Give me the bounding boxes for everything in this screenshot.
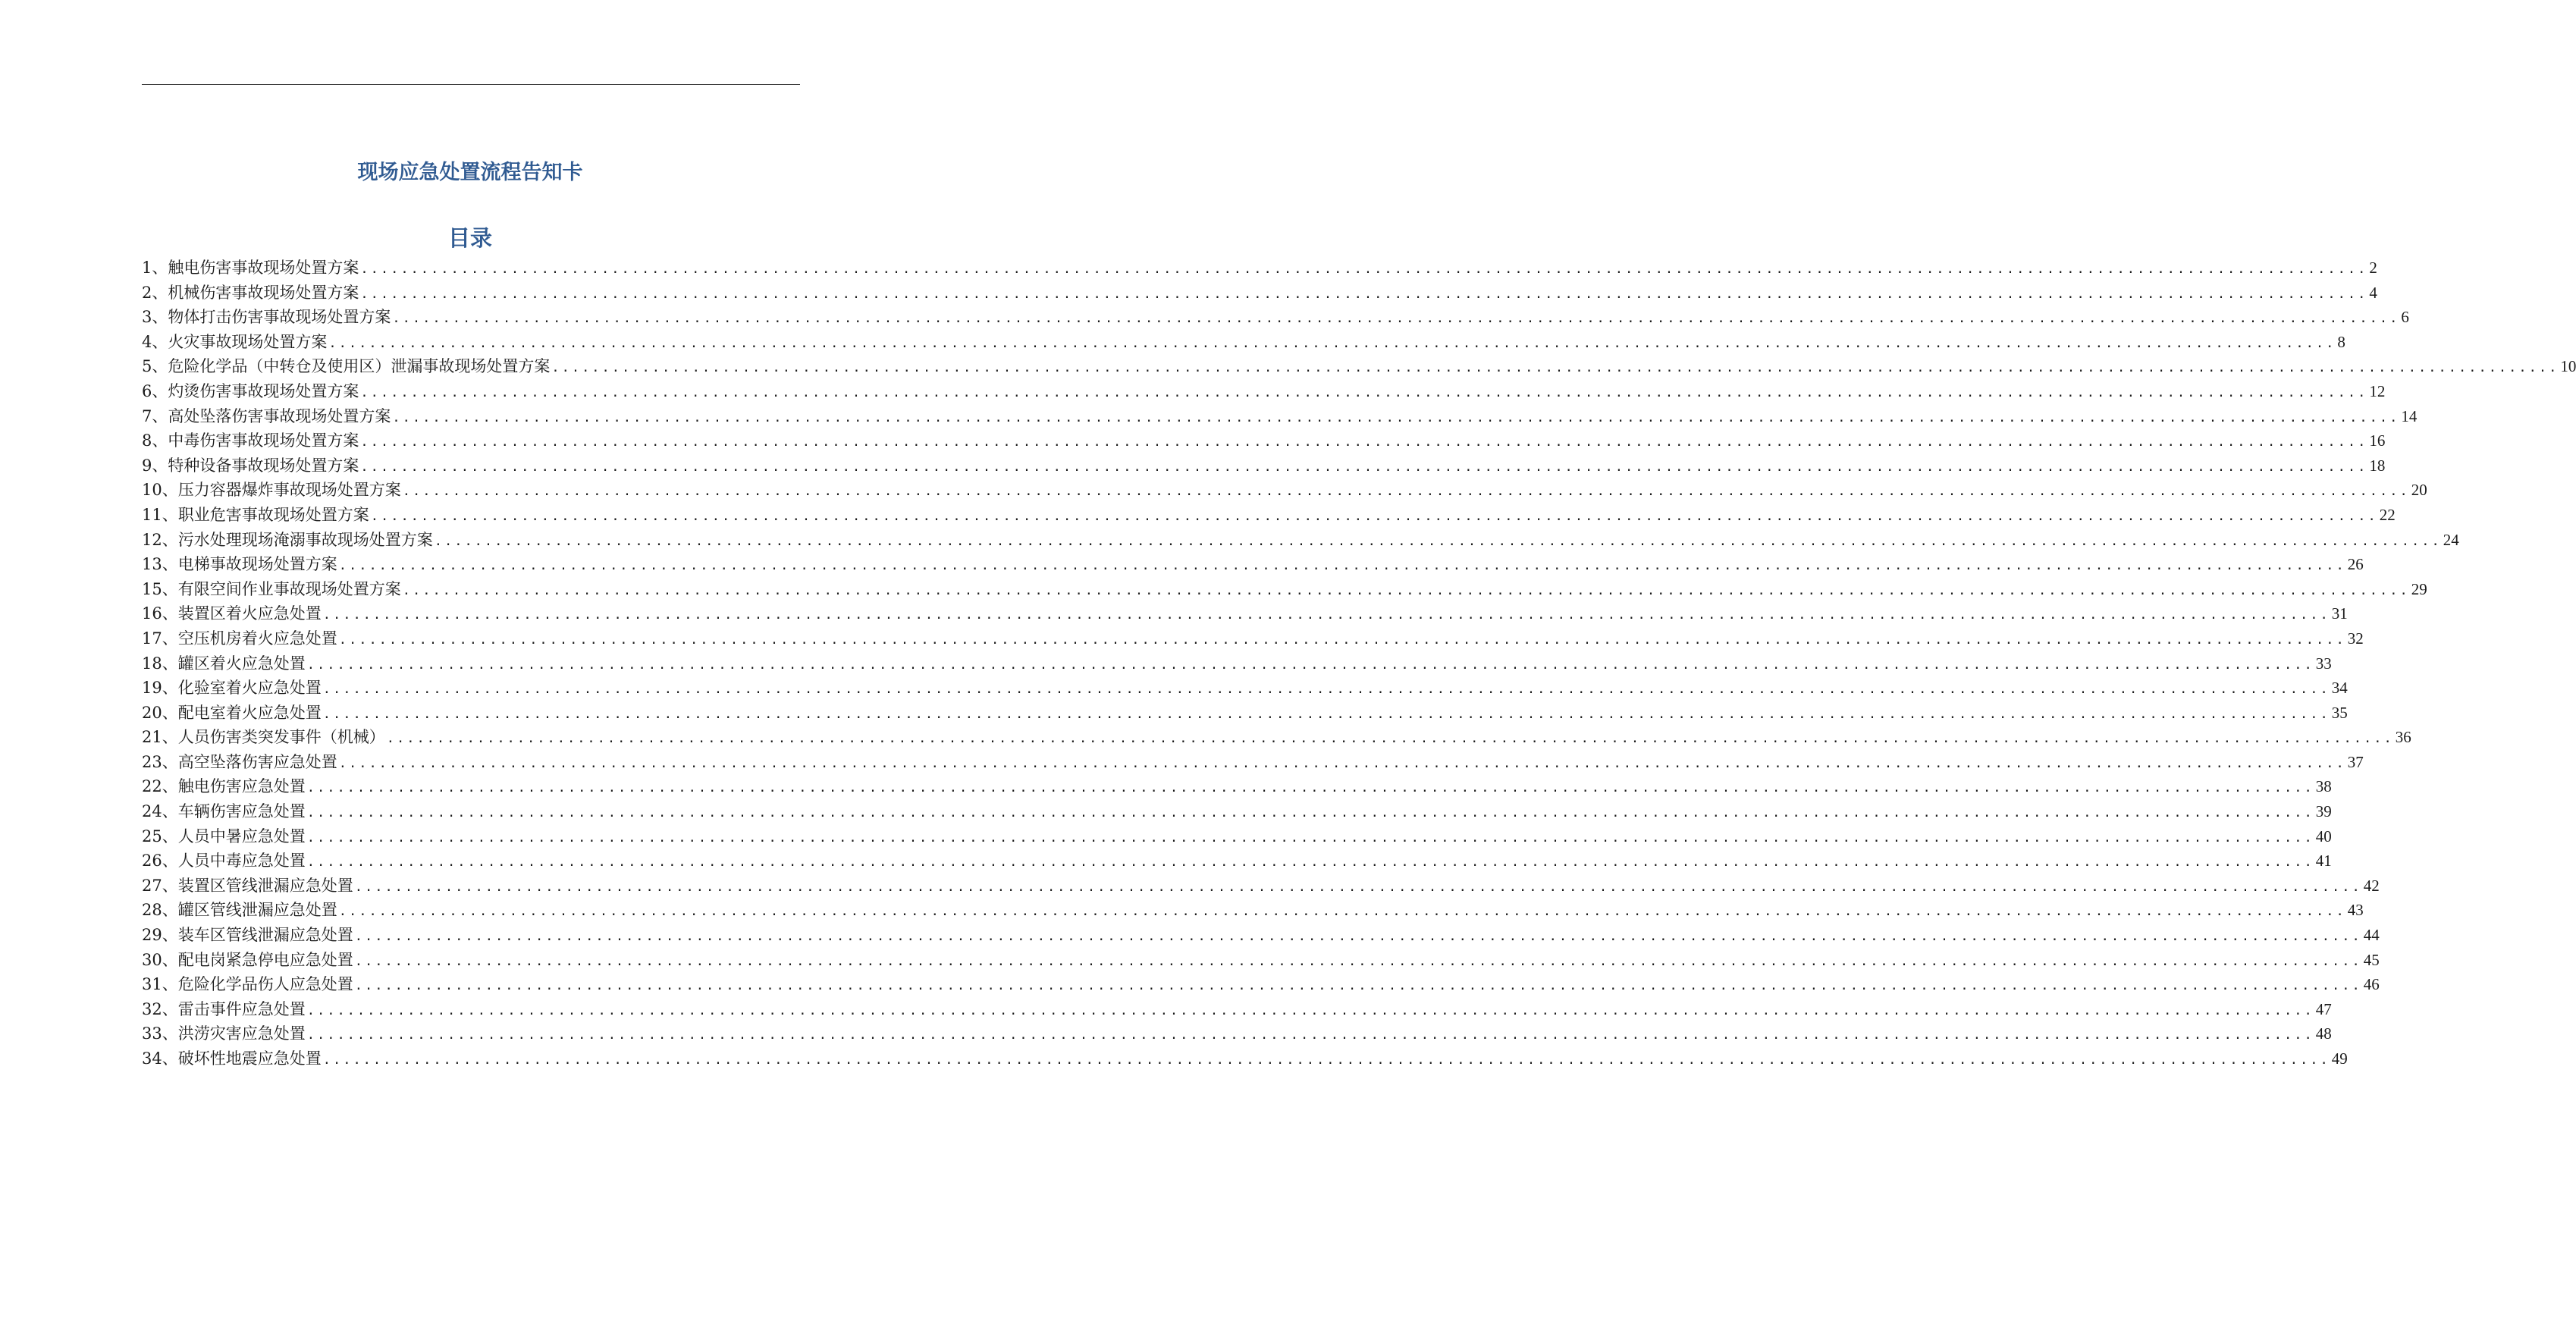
toc-entry[interactable]: [142, 997, 2332, 1022]
toc-entry-page-number: 47: [2315, 999, 2332, 1018]
toc-entry-page-number: 32: [2347, 629, 2364, 648]
toc-entry-label: 33、洪涝灾害应急处置: [142, 1024, 306, 1043]
toc-dot-leader: ........................................................................................................................................................................................................: [360, 262, 2368, 277]
toc-dot-leader: ........................................................................................................................................................................................................: [354, 953, 2362, 969]
toc-dot-leader: ........................................................................................................................................................................................................: [322, 682, 2330, 698]
toc-entry-label: 34、破坏性地震应急处置: [142, 1049, 322, 1068]
toc-entry-page-number: 41: [2315, 852, 2332, 870]
toc-entry-page-number: 37: [2347, 752, 2364, 771]
toc-entry-label: 26、人员中毒应急处置: [142, 852, 306, 870]
toc-entry-label: 2、机械伤害事故现场处置方案: [142, 283, 359, 302]
toc-entry[interactable]: [142, 354, 2576, 379]
toc-entry-label: 11、职业危害事故现场处置方案: [142, 505, 369, 524]
toc-entry[interactable]: [142, 404, 2418, 429]
toc-entry[interactable]: [142, 478, 2427, 503]
toc-entry[interactable]: [142, 626, 2364, 651]
header-rule: [142, 84, 800, 85]
toc-entry-label: 7、高处坠落伤害事故现场处置方案: [142, 406, 391, 425]
toc-dot-leader: ........................................................................................................................................................................................................: [370, 508, 2378, 524]
toc-entry-label: 22、触电伤害应急处置: [142, 777, 306, 796]
toc-dot-leader: ........................................................................................................................................................................................................: [402, 582, 2410, 598]
toc-entry-label: 25、人员中暑应急处置: [142, 827, 306, 845]
toc-entry-page-number: 48: [2315, 1024, 2332, 1043]
toc-dot-leader: ........................................................................................................................................................................................................: [306, 657, 2314, 673]
toc-entry-label: 18、罐区着火应急处置: [142, 654, 306, 673]
toc-entry-page-number: 8: [2337, 332, 2345, 351]
toc-entry[interactable]: [142, 1046, 2348, 1071]
toc-entry-page-number: 2: [2369, 259, 2377, 277]
toc-entry-page-number: 12: [2369, 381, 2386, 400]
toc-entry-page-number: 34: [2331, 679, 2348, 698]
toc-entry[interactable]: [142, 799, 2332, 824]
toc-entry[interactable]: [142, 948, 2380, 973]
toc-dot-leader: ........................................................................................................................................................................................................: [306, 855, 2314, 870]
toc-entry[interactable]: [142, 330, 2345, 355]
toc-entry-label: 31、危险化学品伤人应急处置: [142, 975, 353, 994]
toc-entry-label: 32、雷击事件应急处置: [142, 999, 306, 1018]
toc-entry[interactable]: [142, 503, 2396, 528]
toc-entry-label: 23、高空坠落伤害应急处置: [142, 752, 337, 771]
toc-entry-label: 21、人员伤害类突发事件（机械）: [142, 728, 385, 747]
toc-entry-page-number: 31: [2331, 604, 2348, 623]
toc-entry[interactable]: [142, 651, 2332, 676]
toc-entry[interactable]: [142, 824, 2332, 849]
toc-dot-leader: ........................................................................................................................................................................................................: [338, 904, 2346, 920]
toc-dot-leader: ........................................................................................................................................................................................................: [360, 286, 2368, 302]
toc-dot-leader: ........................................................................................................................................................................................................: [338, 755, 2346, 771]
toc-dot-leader: ........................................................................................................................................................................................................: [306, 1002, 2314, 1018]
toc-entry[interactable]: [142, 305, 2409, 330]
toc-dot-leader: ........................................................................................................................................................................................................: [322, 1052, 2330, 1068]
toc-entry-label: 4、火灾事故现场处置方案: [142, 332, 328, 351]
toc-entry-label: 28、罐区管线泄漏应急处置: [142, 901, 337, 920]
toc-dot-leader: ........................................................................................................................................................................................................: [354, 879, 2362, 895]
toc-entry-label: 29、装车区管线泄漏应急处置: [142, 926, 353, 945]
toc-dot-leader: ........................................................................................................................................................................................................: [338, 558, 2346, 574]
toc-entry-page-number: 43: [2347, 901, 2364, 920]
toc-entry-page-number: 44: [2363, 926, 2380, 945]
toc-entry-page-number: 29: [2411, 579, 2427, 598]
toc-entry[interactable]: [142, 528, 2459, 553]
toc-entry-label: 9、特种设备事故现场处置方案: [142, 456, 359, 475]
toc-entry-page-number: 42: [2363, 876, 2380, 895]
toc-entry[interactable]: [142, 972, 2380, 997]
toc-dot-leader: ........................................................................................................................................................................................................: [392, 311, 2400, 327]
toc-entry-page-number: 46: [2363, 975, 2380, 994]
toc-entry-label: 6、灼烫伤害事故现场处置方案: [142, 381, 359, 400]
toc-entry-page-number: 16: [2369, 431, 2386, 450]
toc-dot-leader: ........................................................................................................................................................................................................: [322, 607, 2330, 623]
toc-entry-label: 3、物体打击伤害事故现场处置方案: [142, 308, 391, 327]
toc-entry[interactable]: [142, 849, 2332, 874]
toc-entry-page-number: 45: [2363, 950, 2380, 969]
toc-dot-leader: ........................................................................................................................................................................................................: [328, 335, 2336, 351]
document-title: 现场应急处置流程告知卡: [357, 161, 583, 184]
toc-dot-leader: ........................................................................................................................................................................................................: [402, 484, 2410, 500]
toc-entry[interactable]: [142, 701, 2348, 726]
toc-entry-page-number: 33: [2315, 654, 2332, 673]
toc-entry-label: 1、触电伤害事故现场处置方案: [142, 259, 359, 277]
toc-entry-page-number: 20: [2411, 481, 2427, 500]
toc-entry-page-number: 38: [2315, 777, 2332, 796]
toc-entry-page-number: 6: [2401, 308, 2409, 327]
toc-entry-label: 24、车辆伤害应急处置: [142, 802, 306, 821]
toc-entry[interactable]: [142, 601, 2348, 626]
toc-entry[interactable]: [142, 577, 2427, 602]
toc-entry-page-number: 40: [2315, 827, 2332, 845]
toc-entry-page-number: 36: [2395, 728, 2411, 747]
toc-entry-page-number: 10: [2560, 357, 2576, 376]
toc-entry-label: 5、危险化学品（中转仓及使用区）泄漏事故现场处置方案: [142, 357, 551, 376]
table-of-contents: [142, 256, 2576, 1071]
toc-entry[interactable]: [142, 923, 2380, 948]
toc-entry-label: 12、污水处理现场淹溺事故现场处置方案: [142, 530, 433, 549]
toc-heading: 目录: [447, 225, 492, 251]
toc-entry-page-number: 39: [2315, 802, 2332, 821]
toc-entry[interactable]: [142, 552, 2364, 577]
toc-dot-leader: ........................................................................................................................................................................................................: [338, 632, 2346, 648]
toc-entry-label: 15、有限空间作业事故现场处置方案: [142, 579, 401, 598]
toc-dot-leader: ........................................................................................................................................................................................................: [434, 533, 2442, 549]
toc-entry-page-number: 35: [2331, 703, 2348, 722]
toc-dot-leader: ........................................................................................................................................................................................................: [360, 459, 2368, 475]
toc-entry-label: 19、化验室着火应急处置: [142, 679, 322, 698]
toc-dot-leader: ........................................................................................................................................................................................................: [360, 434, 2368, 450]
toc-entry-page-number: 26: [2347, 555, 2364, 574]
toc-entry[interactable]: [142, 725, 2411, 750]
toc-entry-page-number: 18: [2369, 456, 2386, 475]
toc-entry[interactable]: [142, 898, 2364, 923]
toc-entry-page-number: 22: [2379, 505, 2396, 524]
toc-entry[interactable]: [142, 379, 2386, 404]
toc-dot-leader: ........................................................................................................................................................................................................: [392, 409, 2400, 425]
toc-entry[interactable]: [142, 874, 2380, 899]
toc-dot-leader: ........................................................................................................................................................................................................: [306, 805, 2314, 821]
toc-entry-label: 13、电梯事故现场处置方案: [142, 555, 337, 574]
toc-entry[interactable]: [142, 774, 2332, 799]
toc-dot-leader: ........................................................................................................................................................................................................: [306, 830, 2314, 845]
toc-entry-label: 8、中毒伤害事故现场处置方案: [142, 431, 359, 450]
toc-entry-page-number: 4: [2369, 283, 2377, 302]
toc-dot-leader: ........................................................................................................................................................................................................: [354, 978, 2362, 994]
toc-dot-leader: ........................................................................................................................................................................................................: [306, 780, 2314, 796]
toc-entry[interactable]: [142, 750, 2364, 775]
toc-dot-leader: ........................................................................................................................................................................................................: [354, 929, 2362, 945]
toc-entry-page-number: 24: [2443, 530, 2459, 549]
toc-entry[interactable]: [142, 256, 2377, 281]
toc-entry-label: 27、装置区管线泄漏应急处置: [142, 876, 353, 895]
toc-dot-leader: ........................................................................................................................................................................................................: [360, 384, 2368, 400]
toc-dot-leader: ........................................................................................................................................................................................................: [306, 1027, 2314, 1043]
toc-entry-label: 10、压力容器爆炸事故现场处置方案: [142, 481, 401, 500]
toc-entry-label: 30、配电岗紧急停电应急处置: [142, 950, 353, 969]
toc-dot-leader: ........................................................................................................................................................................................................: [386, 731, 2394, 747]
toc-entry[interactable]: [142, 676, 2348, 701]
toc-entry[interactable]: [142, 1021, 2332, 1046]
toc-entry-page-number: 49: [2331, 1049, 2348, 1068]
toc-dot-leader: ........................................................................................................................................................................................................: [551, 360, 2559, 376]
toc-entry-label: 20、配电室着火应急处置: [142, 703, 322, 722]
toc-entry[interactable]: [142, 453, 2386, 478]
toc-entry-label: 17、空压机房着火应急处置: [142, 629, 337, 648]
toc-entry-label: 16、装置区着火应急处置: [142, 604, 322, 623]
toc-dot-leader: ........................................................................................................................................................................................................: [322, 706, 2330, 722]
toc-entry[interactable]: [142, 281, 2377, 306]
toc-entry-page-number: 14: [2401, 406, 2418, 425]
toc-entry[interactable]: [142, 428, 2386, 453]
